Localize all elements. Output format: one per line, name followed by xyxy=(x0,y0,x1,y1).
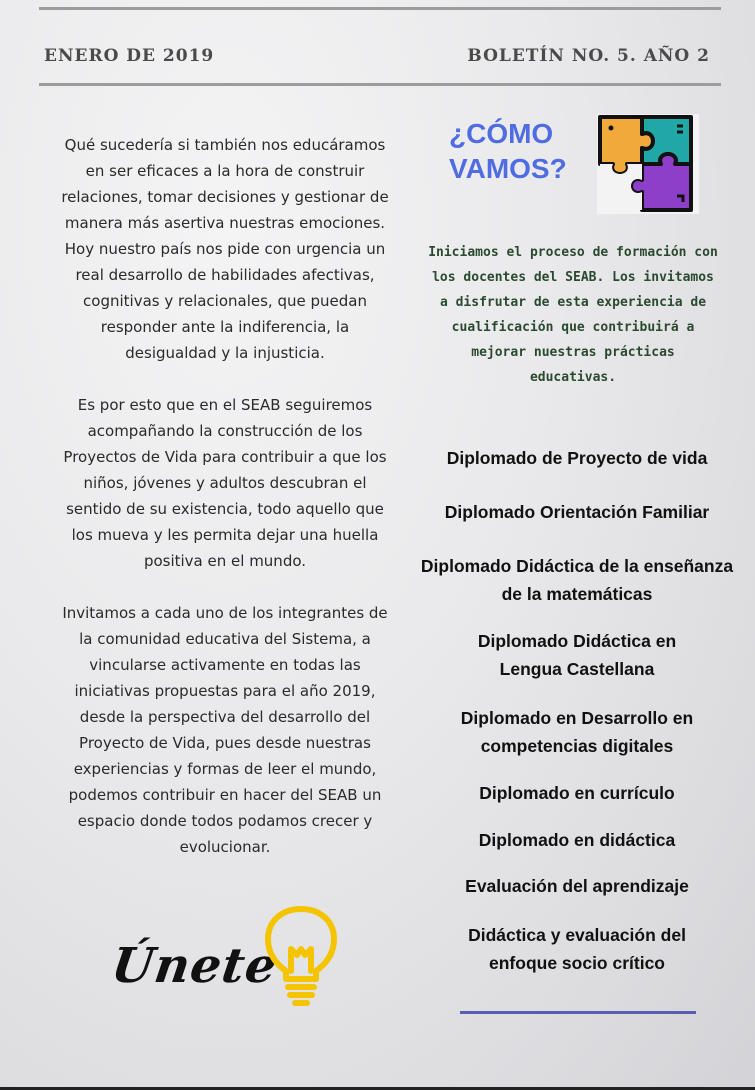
top-rule xyxy=(39,7,721,10)
heading-line-2: VAMOS? xyxy=(449,153,567,184)
heading-line-1: ¿CÓMO xyxy=(449,118,554,149)
course-item-1: Diplomado de Proyecto de vida xyxy=(446,448,708,468)
section-heading xyxy=(449,116,567,186)
course-item-8: Evaluación del aprendizaje xyxy=(465,876,689,896)
course-item-6: Diplomado en currículo xyxy=(479,783,675,803)
course-item-9: Didáctica y evaluación del enfoque socio crítico xyxy=(468,925,686,973)
editorial-paragraph-3: Invitamos a cada uno de los integrantes de la comunidad educativa del Sistema, a vincularse activamente en todas las iniciativas propuestas para el año 2019, desde la perspectiva del desarrollo del Proyecto de Vida, pues desde nuestras experiencias y formas de leer el mundo, podemos contribuir en hacer del SEAB un espacio donde todos podamos crecer y evolucionar. xyxy=(62,604,388,856)
puzzle-icon xyxy=(597,114,699,218)
intro-text: Iniciamos el proceso de formación con los docentes del SEAB. Los invitamos a disfrutar de esta experiencia de cualificación que contribuirá a mejorar nuestras prácticas educativas. xyxy=(428,245,718,385)
course-item-4: Diplomado Didáctica en Lengua Castellana xyxy=(477,631,677,679)
course-item-7: Diplomado en didáctica xyxy=(478,830,676,850)
course-item-2: Diplomado Orientación Familiar xyxy=(444,502,710,522)
lightbulb-icon xyxy=(262,905,340,1013)
course-list-divider xyxy=(460,1011,696,1014)
issue-date: ENERO DE 2019 xyxy=(44,46,215,66)
unete-signature: Únete xyxy=(108,938,281,994)
course-item-3: Diplomado Didáctica de la enseñanza de la matemáticas xyxy=(420,556,734,604)
issue-number: BOLETÍN NO. 5. AÑO 2 xyxy=(467,46,710,66)
course-item-5: Diplomado en Desarrollo en competencias digitales xyxy=(460,708,694,756)
header-rule xyxy=(39,83,721,86)
editorial-paragraph-2: Es por esto que en el SEAB seguiremos acompañando la construcción de los Proyectos de Vida para contribuir a que los niños, jóvenes y adultos descubran el sentido de su existencia, todo aquello que los mueva y les permita dejar una huella positiva en el mundo. xyxy=(63,396,387,570)
editorial-paragraph-1: Qué sucedería si también nos educáramos en ser eficaces a la hora de construir relaciones, tomar decisiones y gestionar de manera más asertiva nuestras emociones. Hoy nuestro país nos pide con urgencia un real desarrollo de habilidades afectivas, cognitivas y relacionales, que puedan responder ante la indiferencia, la desigualdad y la injusticia. xyxy=(61,136,389,362)
editorial-column xyxy=(56,132,394,886)
